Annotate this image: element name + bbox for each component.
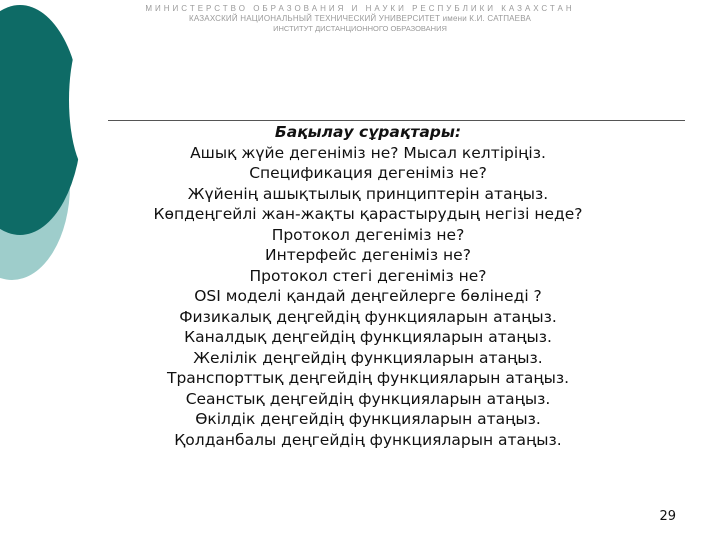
university-header: КАЗАХСКИЙ НАЦИОНАЛЬНЫЙ ТЕХНИЧЕСКИЙ УНИВЕРСИТЕТ имени К.И. САТПАЕВА	[188, 14, 532, 23]
question-item: Физикалық деңгейдің функцияларын атаңыз.	[179, 307, 557, 326]
question-item: Қолданбалы деңгейдің функцияларын атаңыз.	[174, 430, 562, 449]
header-divider	[108, 120, 685, 121]
question-item: Көпдеңгейлі жан-жақты қарастырудың негізі неде?	[153, 205, 583, 223]
question-item: Ашық жүйе дегеніміз не? Мысал келтіріңіз.	[190, 143, 546, 162]
question-item: Интерфейс дегеніміз не?	[265, 246, 471, 264]
question-item: Спецификация дегеніміз не?	[249, 164, 487, 182]
question-item: OSI моделі қандай деңгейлерге бөлінеді ?	[194, 287, 542, 305]
question-item: Каналдық деңгейдің функцияларын атаңыз.	[184, 328, 552, 346]
dark-teal-shape	[0, 5, 82, 235]
slide-decoration	[0, 0, 120, 300]
question-item: Желілік деңгейдің функцияларын атаңыз.	[193, 348, 543, 367]
ministry-header: МИНИСТЕРСТВО ОБРАЗОВАНИЯ И НАУКИ РЕСПУБЛИКИ КАЗАХСТАН	[145, 4, 575, 13]
question-item: Транспорттық деңгейдің функцияларын атаңыз.	[166, 369, 570, 387]
question-item: Сеанстық деңгейдің функцияларын атаңыз.	[185, 389, 551, 408]
question-item: Өкілдік деңгейдің функцияларын атаңыз.	[195, 410, 541, 428]
institute-header: ИНСТИТУТ ДИСТАНЦИОННОГО ОБРАЗОВАНИЯ	[273, 24, 447, 33]
question-item: Протокол стегі дегеніміз не?	[249, 266, 487, 285]
page-number: 29	[659, 509, 676, 524]
questions-title: Бақылау сұрақтары:	[274, 123, 462, 141]
question-item: Жүйенің ашықтылық принциптерін атаңыз.	[187, 184, 549, 203]
question-item: Протокол дегеніміз не?	[271, 225, 465, 244]
questions-block	[108, 122, 628, 450]
